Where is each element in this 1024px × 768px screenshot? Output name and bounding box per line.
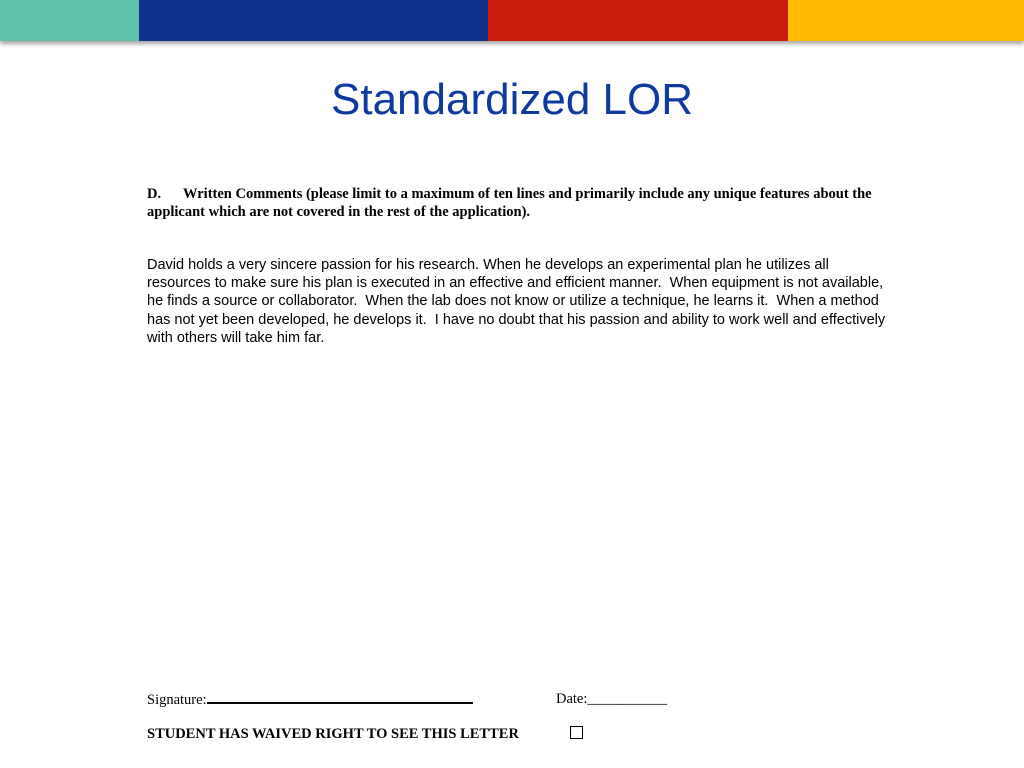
date-field[interactable]: Date:___________ [556,691,668,707]
header-color-bar [0,0,1024,41]
written-comment-text: David holds a very sincere passion for his research. When he develops an experimental plan he utilizes all resources to make sure his plan is executed in an effective and efficient manner. When equipment is not available, he finds a source or collaborator. When the lab does not know or utilize a technique, he learns it. When a method has not yet been developed, he develops it. I have no doubt that his passion and ability to work well and effectively with others will take him far. [147,257,890,346]
section-letter: D. [147,186,162,202]
waiver-statement: STUDENT HAS WAIVED RIGHT TO SEE THIS LETTER [147,726,519,742]
header-bar-segment-teal [0,0,139,41]
header-bar-segment-yellow [788,0,1024,41]
section-heading [147,185,877,221]
signature-label: Signature: [147,692,207,708]
section-heading-text: Written Comments (please limit to a maximum of ten lines and primarily include any unique features about the applicant which are not covered in the rest of the application). [147,186,872,220]
waiver-checkbox[interactable] [570,726,583,739]
slide-title: Standardized LOR [331,75,693,124]
signature-row [147,690,473,709]
header-bar-segment-blue [139,0,488,41]
signature-line[interactable] [207,690,473,704]
header-bar-segment-red [488,0,788,41]
